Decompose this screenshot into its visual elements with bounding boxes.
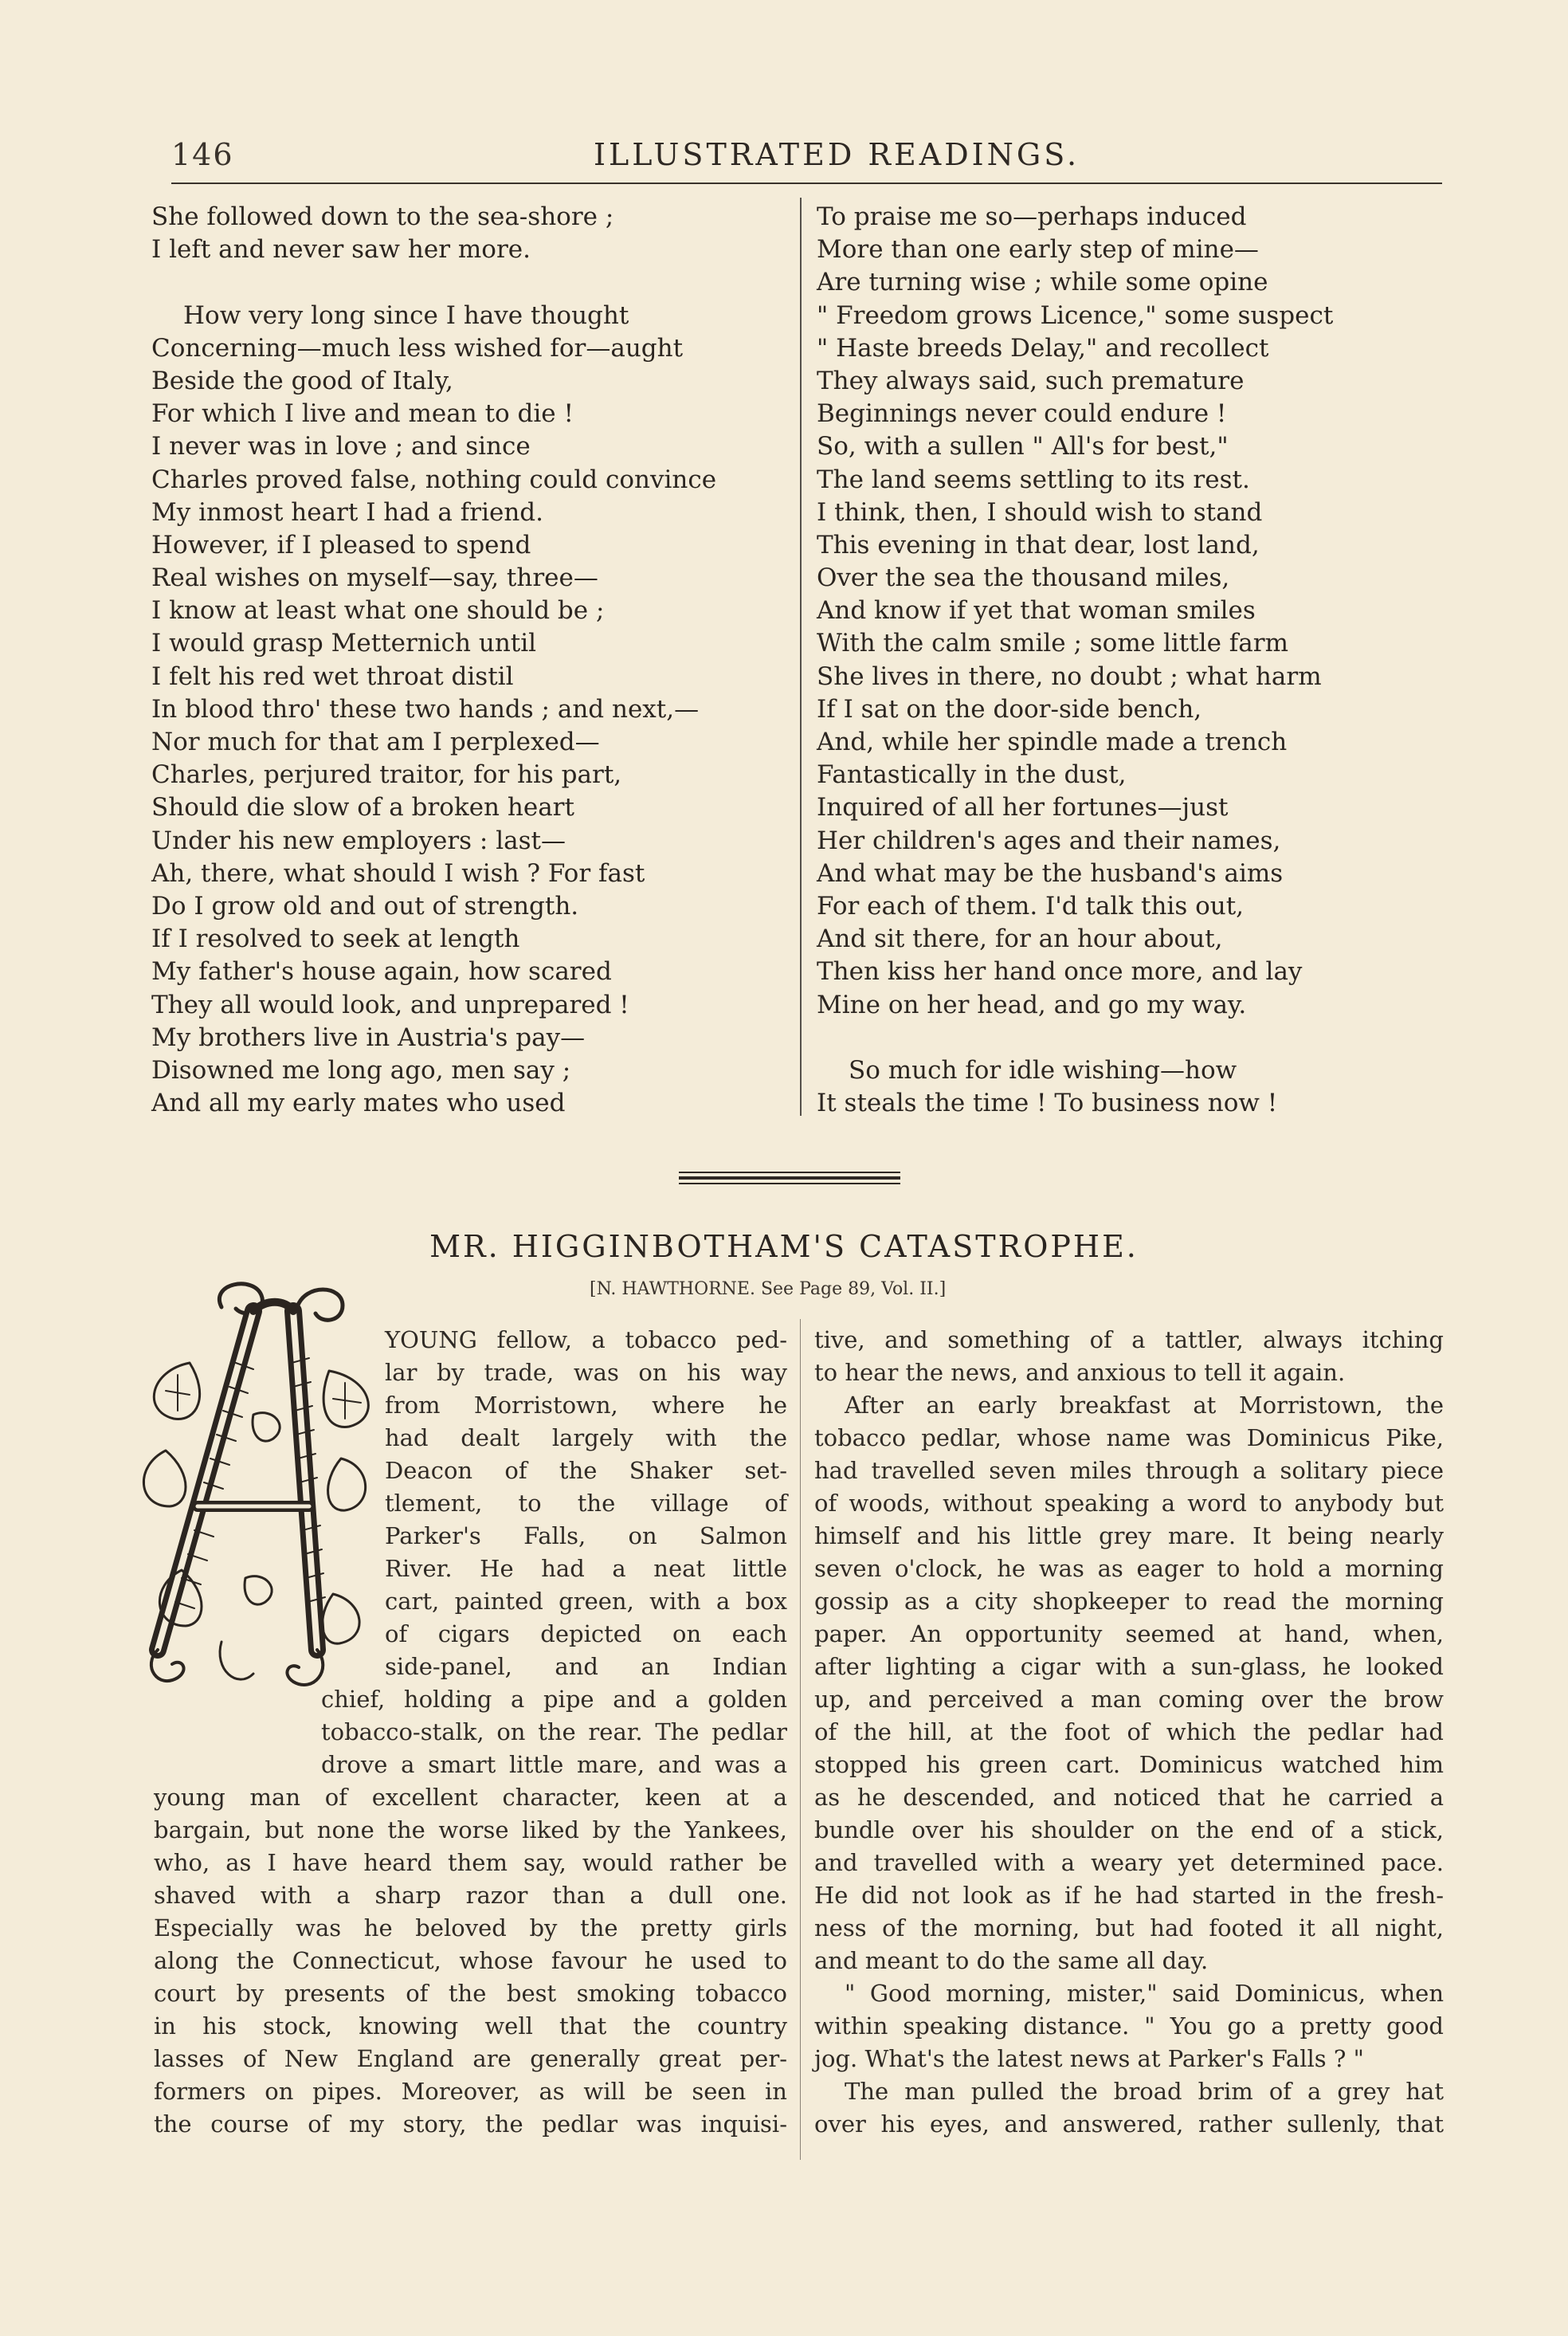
poem-line: So much for idle wishing—how xyxy=(849,1055,1237,1085)
story-text-line: of woods, without speaking a word to anybody but xyxy=(814,1490,1444,1517)
poem-line: Concerning—much less wished for—aught xyxy=(151,333,684,363)
story-text-line: as he descended, and noticed that he carried a xyxy=(814,1784,1444,1811)
page-header xyxy=(171,137,1442,185)
poem-line: And, while her spindle made a trench xyxy=(817,728,1288,756)
story-text-line: jog. What's the latest news at Parker's Falls ? " xyxy=(814,2045,1364,2072)
poem-line: This evening in that dear, lost land, xyxy=(817,530,1260,559)
poem-line: And know if yet that woman smiles xyxy=(817,596,1256,626)
poem-line: In blood thro' these two hands ; and next,— xyxy=(151,694,700,724)
story-text-line: bargain, but none the worse liked by the Yankees, xyxy=(154,1816,787,1843)
ornament-rule-middle xyxy=(679,1176,900,1180)
poem-line: Beginnings never could endure ! xyxy=(817,399,1227,429)
poem-line: Then kiss her hand once more, and lay xyxy=(817,957,1303,987)
poem-line: For each of them. I'd talk this out, xyxy=(817,891,1245,921)
poem-line: " Haste breeds Delay," and recollect xyxy=(817,333,1269,363)
poem-line: She followed down to the sea-shore ; xyxy=(151,202,614,231)
poem-line: For which I live and mean to die ! xyxy=(151,399,574,429)
poem-line: Do I grow old and out of strength. xyxy=(151,891,579,921)
story-text-line: seven o'clock, he was as eager to hold a morning xyxy=(814,1555,1444,1582)
story-text-line: Especially was he beloved by the pretty girls xyxy=(154,1914,787,1941)
story-column-divider xyxy=(800,1319,801,2160)
poem-line: It steals the time ! To business now ! xyxy=(817,1089,1278,1118)
story-text-line: in his stock, knowing well that the country xyxy=(154,2012,787,2040)
story-text-line: to hear the news, and anxious to tell it again. xyxy=(814,1359,1346,1386)
poem-line: To praise me so—perhaps induced xyxy=(817,202,1247,231)
story-text-line: lar by trade, was on his way xyxy=(385,1359,787,1386)
poem-line: My brothers live in Austria's pay— xyxy=(151,1023,586,1052)
poem-line: My inmost heart I had a friend. xyxy=(151,497,543,527)
story-text-line: himself and his little grey mare. It being nearly xyxy=(814,1522,1444,1549)
story-text-line: and travelled with a weary yet determined pace. xyxy=(814,1849,1444,1876)
story-text-line: Deacon of the Shaker set- xyxy=(385,1457,787,1484)
poem-line: So, with a sullen " All's for best," xyxy=(817,432,1229,461)
poem-line: However, if I pleased to spend xyxy=(151,530,531,559)
story-text-line: He did not look as if he had started in the fresh- xyxy=(814,1882,1444,1909)
poem-line: If I sat on the door-side bench, xyxy=(817,694,1202,724)
story-right-column xyxy=(814,1324,1444,2141)
poem-line: How very long since I have thought xyxy=(183,300,629,330)
story-text-line: had travelled seven miles through a solitary piece xyxy=(814,1457,1444,1484)
story-text-line: River. He had a neat little xyxy=(385,1555,787,1582)
story-text-line: ness of the morning, but had footed it all night, xyxy=(814,1914,1444,1941)
story-text-line: paper. An opportunity seemed at hand, when, xyxy=(814,1620,1444,1647)
story-text-line: After an early breakfast at Morristown, the xyxy=(845,1392,1444,1419)
story-text-line: from Morristown, where he xyxy=(385,1392,787,1419)
poem-line: Nor much for that am I perplexed— xyxy=(151,728,600,756)
story-left-column xyxy=(154,1324,787,2141)
story-text-line: formers on pipes. Moreover, as will be seen in xyxy=(154,2078,787,2105)
poem-line: Over the sea the thousand miles, xyxy=(817,563,1230,593)
story-text-line: court by presents of the best smoking tobacco xyxy=(154,1980,787,2007)
column-divider xyxy=(800,198,802,1116)
poem-line: Disowned me long ago, men say ; xyxy=(151,1055,571,1085)
story-text-line: side-panel, and an Indian xyxy=(385,1653,787,1680)
poem-line: And sit there, for an hour about, xyxy=(817,925,1223,954)
story-text-line: of cigars depicted on each xyxy=(385,1620,787,1647)
poem-line: If I resolved to seek at length xyxy=(151,925,520,954)
story-text-line: YOUNG fellow, a tobacco ped- xyxy=(385,1326,787,1353)
story-text-line: the course of my story, the pedlar was inquisi- xyxy=(154,2110,787,2138)
poem-line: Her children's ages and their names, xyxy=(817,826,1281,855)
poem-line: And what may be the husband's aims xyxy=(817,858,1284,888)
story-text-line: after lighting a cigar with a sun-glass, he looked xyxy=(814,1653,1444,1680)
story-text-line: gossip as a city shopkeeper to read the morning xyxy=(814,1588,1444,1615)
poem-line: I felt his red wet throat distil xyxy=(151,662,514,691)
poem-line: More than one early step of mine— xyxy=(817,235,1259,265)
story-text-line: had dealt largely with the xyxy=(385,1424,787,1451)
story-text-line: lasses of New England are generally great per- xyxy=(154,2045,787,2072)
poem-line: My father's house again, how scared xyxy=(151,957,612,987)
poem-line: Beside the good of Italy, xyxy=(151,366,453,395)
poem-line: Under his new employers : last— xyxy=(151,826,566,855)
story-text-line: shaved with a sharp razor than a dull one. xyxy=(154,1882,787,1909)
story-text-line: over his eyes, and answered, rather sullenly, that xyxy=(814,2110,1444,2138)
story-text-line: tive, and something of a tattler, always itching xyxy=(814,1326,1444,1353)
story-text-line: young man of excellent character, keen at a xyxy=(154,1784,787,1811)
story-text-line: cart, painted green, with a box xyxy=(385,1588,787,1615)
story-text-line: Parker's Falls, on Salmon xyxy=(385,1522,787,1549)
poem-line: The land seems settling to its rest. xyxy=(817,465,1250,494)
story-text-line: tlement, to the village of xyxy=(385,1490,787,1517)
poem-line: Charles proved false, nothing could convince xyxy=(151,465,717,494)
poem-right-column xyxy=(817,201,1422,1120)
story-text-line: tobacco-stalk, on the rear. The pedlar xyxy=(321,1718,787,1745)
story-text-line: who, as I have heard them say, would rather be xyxy=(154,1849,787,1876)
poem-left-column xyxy=(151,201,789,1120)
story-text-line: bundle over his shoulder on the end of a stick, xyxy=(814,1816,1444,1843)
ornament-rule-bottom xyxy=(679,1183,900,1184)
header-rule xyxy=(171,183,1442,184)
story-text-line: of the hill, at the foot of which the pedlar had xyxy=(814,1718,1444,1745)
poem-line: Should die slow of a broken heart xyxy=(151,793,574,823)
poem-line xyxy=(151,266,789,299)
story-text-line: chief, holding a pipe and a golden xyxy=(321,1686,787,1713)
poem-line: Ah, there, what should I wish ? For fast xyxy=(151,858,645,888)
ornament-rule-top xyxy=(679,1172,900,1173)
poem-line: " Freedom grows Licence," some suspect xyxy=(817,300,1334,330)
story-text-line: drove a smart little mare, and was a xyxy=(321,1751,787,1778)
page-number: 146 xyxy=(171,137,234,172)
story-text-line: " Good morning, mister," said Dominicus, when xyxy=(845,1980,1444,2007)
poem-line: Are turning wise ; while some opine xyxy=(817,268,1268,297)
poem-line: And all my early mates who used xyxy=(151,1089,566,1118)
poem-line: I would grasp Metternich until xyxy=(151,629,537,658)
poem-line: Charles, perjured traitor, for his part, xyxy=(151,760,622,790)
poem-line: She lives in there, no doubt ; what harm xyxy=(817,662,1322,691)
story-text-line: along the Connecticut, whose favour he used to xyxy=(154,1947,787,1974)
poem-line: They all would look, and unprepared ! xyxy=(151,990,629,1019)
story-text-line: within speaking distance. " You go a pretty good xyxy=(814,2012,1444,2040)
story-text-line: stopped his green cart. Dominicus watched him xyxy=(814,1751,1444,1778)
poem-line: They always said, such premature xyxy=(817,366,1245,395)
poem-line: I left and never saw her more. xyxy=(151,235,531,265)
running-title: ILLUSTRATED READINGS. xyxy=(594,137,1080,172)
story-attribution: [N. HAWTHORNE. See Page 89, Vol. II.] xyxy=(590,1279,947,1299)
poem-line xyxy=(817,1022,1422,1054)
story-title: MR. HIGGINBOTHAM'S CATASTROPHE. xyxy=(429,1229,1139,1264)
poem-line: Real wishes on myself—say, three— xyxy=(151,563,598,593)
poem-line: Fantastically in the dust, xyxy=(817,760,1127,790)
poem-line: Inquired of all her fortunes—just xyxy=(817,793,1229,823)
story-text-line: The man pulled the broad brim of a grey hat xyxy=(845,2078,1444,2105)
poem-line: I know at least what one should be ; xyxy=(151,596,605,626)
poem-line: With the calm smile ; some little farm xyxy=(817,629,1288,658)
poem-line: I never was in love ; and since xyxy=(151,432,531,461)
story-text-line: tobacco pedlar, whose name was Dominicus Pike, xyxy=(814,1424,1444,1451)
story-text-line: up, and perceived a man coming over the brow xyxy=(814,1686,1444,1713)
poem-line: Mine on her head, and go my way. xyxy=(817,990,1247,1019)
story-text-line: and meant to do the same all day. xyxy=(814,1947,1209,1974)
poem-line: I think, then, I should wish to stand xyxy=(817,497,1263,527)
